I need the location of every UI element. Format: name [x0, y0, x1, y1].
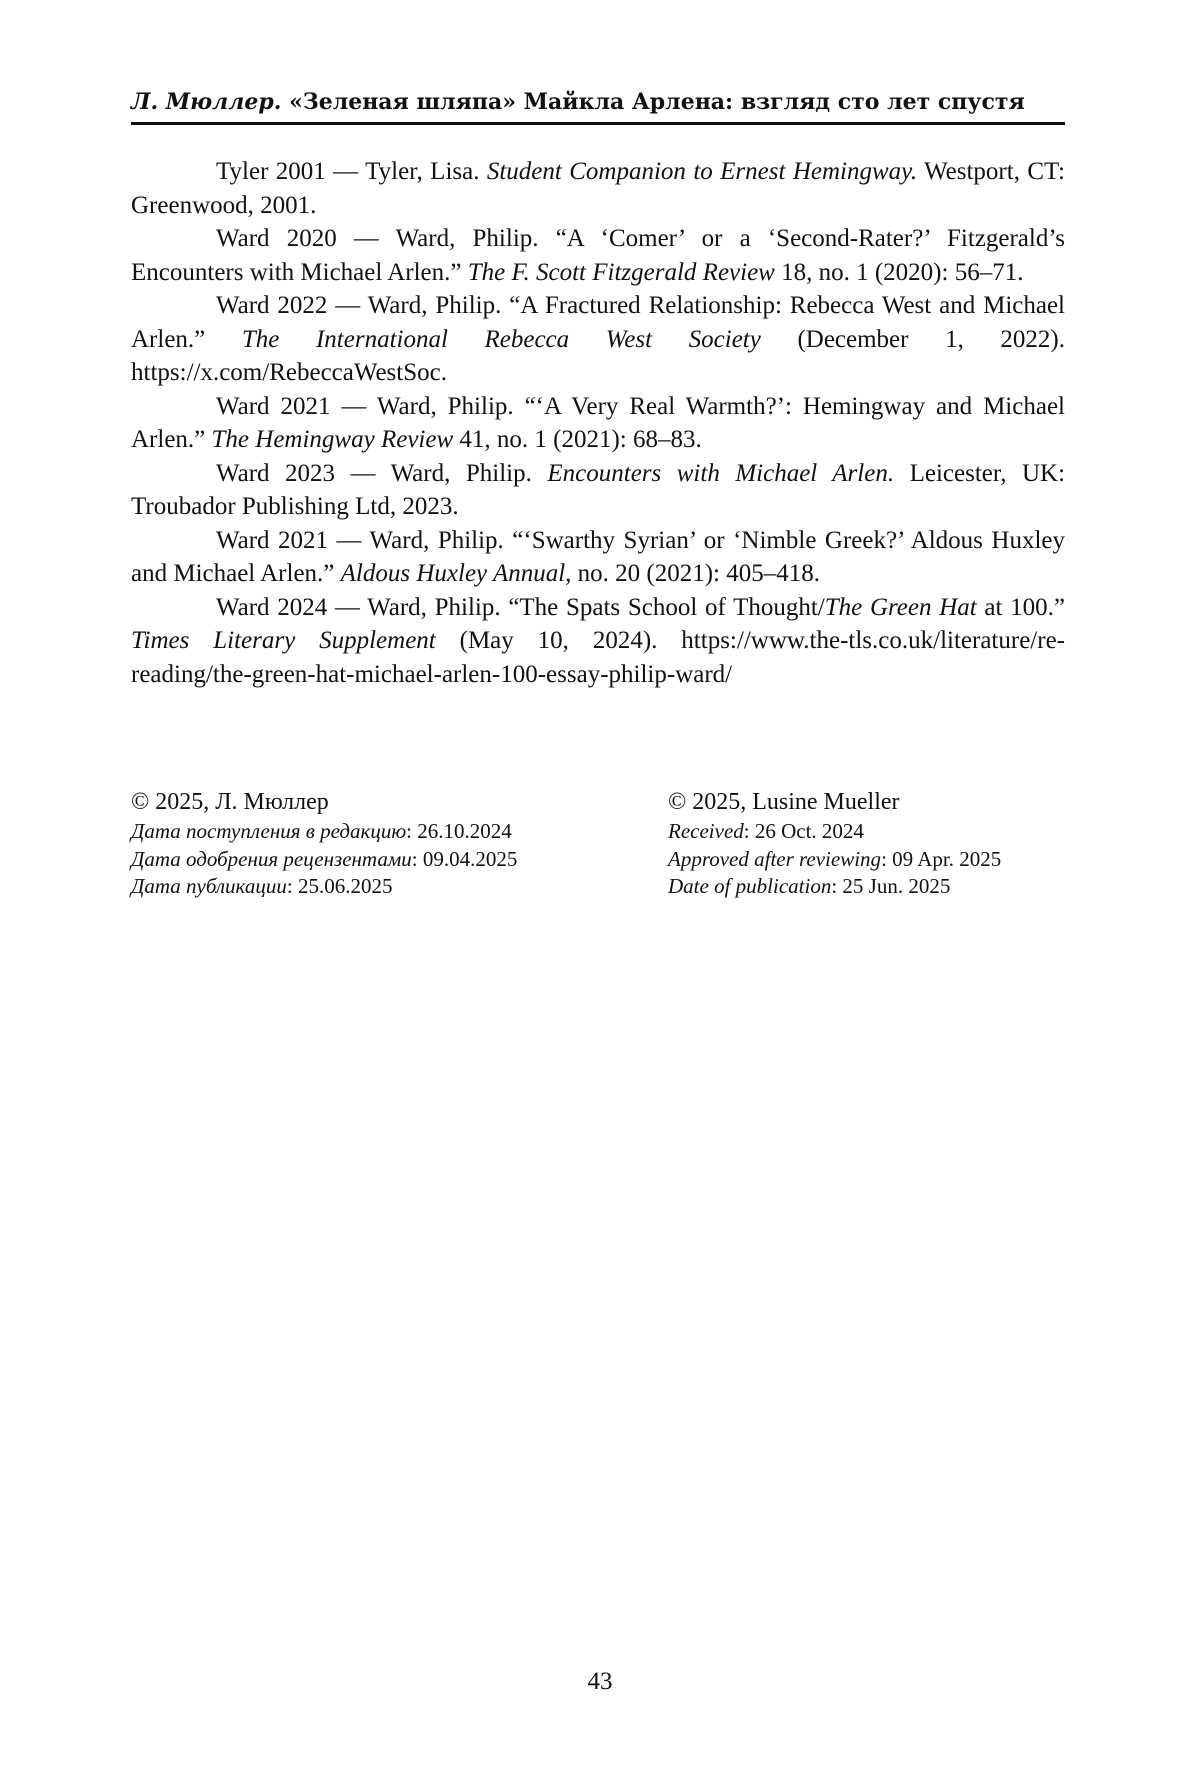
received-value: : 26.10.2024 [406, 819, 512, 843]
reference-item [131, 524, 1065, 591]
reference-item [131, 222, 1065, 289]
publication-value: : 25.06.2025 [286, 874, 393, 898]
approved-label: Дата одобрения рецензентами [131, 846, 412, 871]
reference-title: Aldous Huxley Annual, [340, 560, 572, 587]
reference-title: The Hemingway Review [211, 426, 454, 453]
reference-key: Tyler 2001 — Tyler, Lisa. [216, 158, 487, 185]
reference-item [131, 155, 1065, 222]
reference-details: 41, no. 1 (2021): 68–83. [453, 426, 702, 453]
reference-details: at 100.” [976, 593, 1065, 621]
approved-date-en [668, 846, 1001, 874]
reference-item [131, 591, 1065, 692]
running-head-title: «Зеленая шляпа» Майкла Арлена: взгляд сто лет спустя [289, 89, 1025, 115]
reference-details: (December 1, 2022). https://x.com/RebeccaWestSoc. [131, 325, 1065, 386]
reference-key: Ward 2024 — Ward, Philip. “The Spats School of Thought/ [216, 593, 825, 621]
reference-details: Leicester, UK: Troubador Publishing Ltd, 2023. [131, 459, 1066, 520]
reference-item [131, 390, 1065, 457]
reference-title: The Green Hat [824, 593, 977, 621]
received-label: Дата поступления в редакцию [131, 819, 407, 843]
reference-item [131, 457, 1065, 524]
reference-title: The International Rebecca West Society [241, 325, 761, 353]
publication-value: : 25 Jun. 2025 [831, 874, 951, 898]
page-number: 43 [587, 1668, 613, 1695]
reference-details: Westport, CT: Greenwood, 2001. [131, 158, 1065, 219]
approved-label: Approved after reviewing [668, 846, 882, 871]
reference-key: Ward 2021 — Ward, Philip. “‘Swarthy Syrian’ or ‘Nimble Greek?’ Aldous Huxley and Michael Arlen.” [131, 526, 1065, 587]
copyright-en: © 2025, Lusine Mueller [668, 789, 900, 815]
approved-value: : 09 Apr. 2025 [881, 846, 1002, 871]
reference-details: no. 20 (2021): 405–418. [571, 560, 821, 587]
approved-date-ru [131, 846, 517, 874]
article-dates-ru [131, 786, 517, 901]
publication-date-en [668, 873, 1001, 901]
article-dates-en [668, 786, 1001, 901]
running-head-author: Л. Мюллер. [131, 89, 282, 115]
reference-details: 18, no. 1 (2020): 56–71. [774, 258, 1024, 286]
reference-title: Student Companion to Ernest Hemingway. [486, 158, 918, 185]
reference-list [131, 155, 1065, 691]
received-value: : 26 Oct. 2024 [743, 819, 864, 843]
publication-label: Date of publication [668, 874, 832, 898]
reference-title: The F. Scott Fitzgerald Review [467, 258, 775, 286]
received-date-ru [131, 818, 517, 846]
running-head [131, 82, 1065, 125]
reference-item [131, 289, 1065, 390]
approved-value: : 09.04.2025 [411, 846, 518, 871]
reference-details: (May 10, 2024). https://www.the-tls.co.uk/literature/re-reading/the-green-hat-michael-arlen-100-essay-philip-ward/ [131, 627, 1065, 688]
received-date-en [668, 818, 1001, 846]
publication-date-ru [131, 873, 517, 901]
reference-title: Times Literary Supplement [131, 627, 436, 654]
reference-key: Ward 2022 — Ward, Philip. “A Fractured Relationship: Rebecca West and Michael Arlen.” [131, 292, 1065, 353]
reference-key: Ward 2020 — Ward, Philip. “A ‘Comer’ or a ‘Second-Rater?’ Fitzgerald’s Encounters with Michael Arlen.” [131, 225, 1065, 286]
publication-label: Дата публикации [131, 874, 287, 898]
reference-title: Encounters with Michael Arlen. [547, 459, 895, 487]
reference-key: Ward 2023 — Ward, Philip. [216, 459, 548, 487]
copyright-ru: © 2025, Л. Мюллер [131, 789, 329, 815]
reference-key: Ward 2021 — Ward, Philip. “‘A Very Real Warmth?’: Hemingway and Michael Arlen.” [131, 392, 1065, 453]
received-label: Received [668, 819, 744, 843]
